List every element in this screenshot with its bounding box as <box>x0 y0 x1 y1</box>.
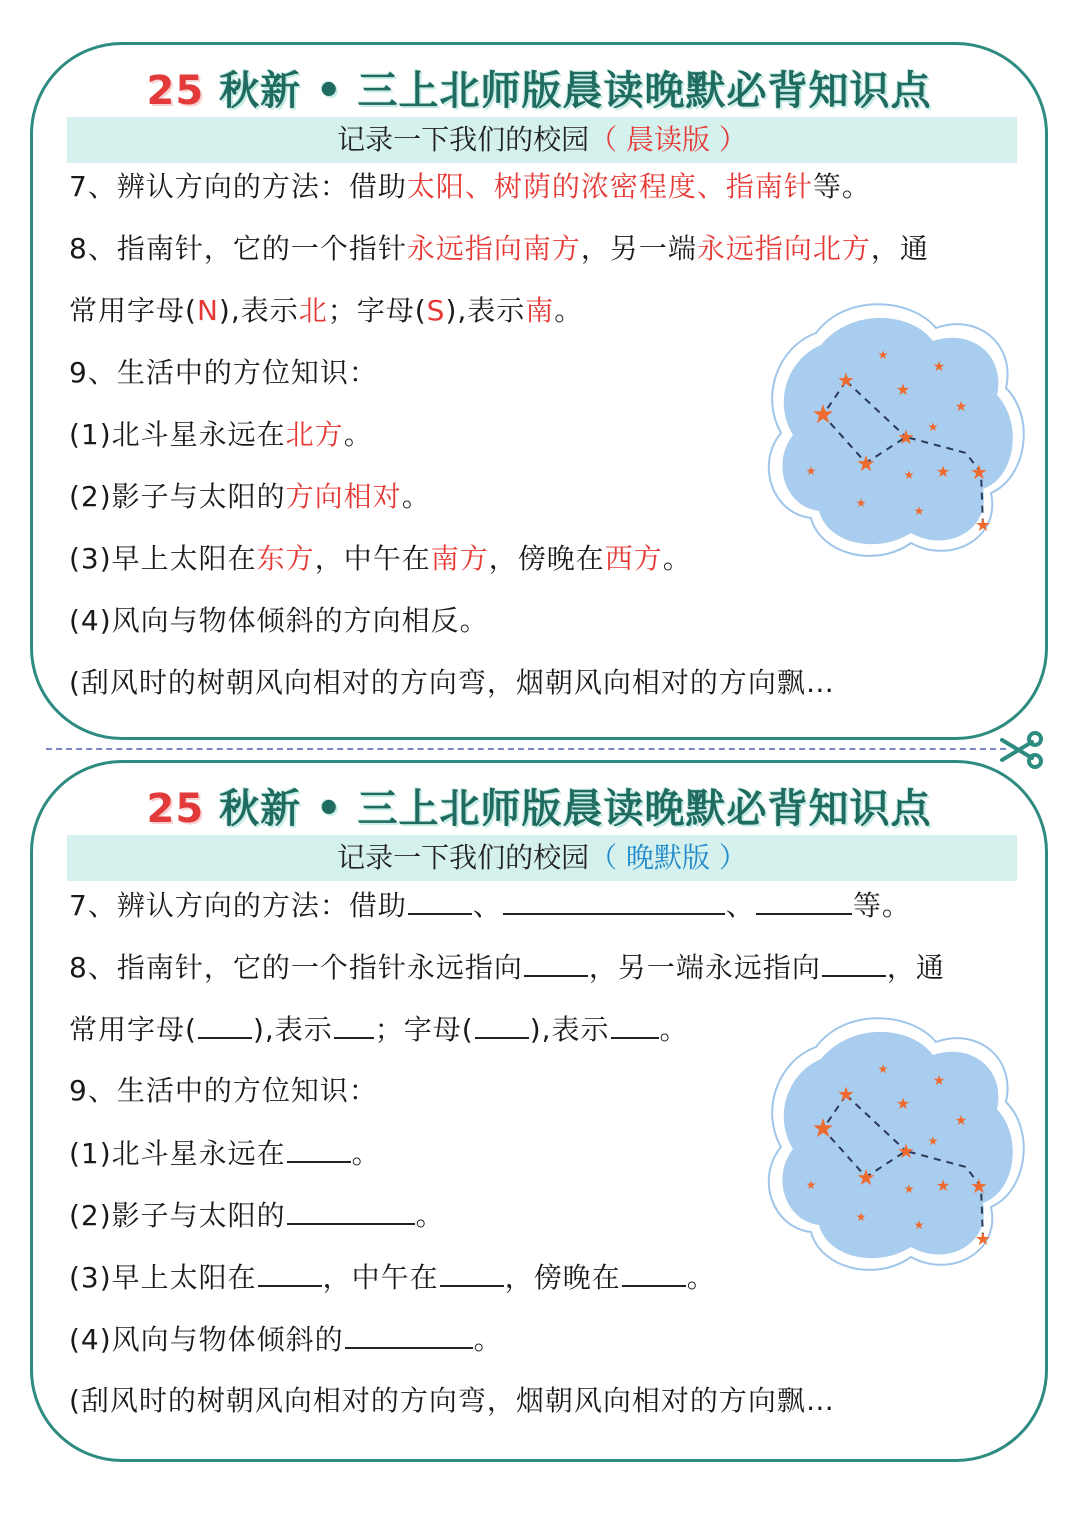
blank-field[interactable] <box>475 1009 529 1039</box>
svg-text:★: ★ <box>970 460 988 484</box>
point-7: 7、辨认方向的方法：借助太阳、树荫的浓密程度、指南针等。 <box>69 170 871 203</box>
sub-point-1: (1)北斗星永远在北方。 <box>69 418 373 451</box>
blank-field[interactable] <box>345 1319 473 1349</box>
note-evening: (刮风时的树朝风向相对的方向弯，烟朝风向相对的方向飘… <box>69 1384 835 1417</box>
cloud-constellation-icon <box>761 293 1031 565</box>
sub-point-3: (3)早上太阳在东方，中午在南方，傍晚在西方。 <box>69 542 692 575</box>
svg-text:★: ★ <box>895 380 911 399</box>
blank-field[interactable] <box>611 1009 659 1039</box>
page-title-evening: 25 秋新 • 三上北师版晨读晚默必背知识点 <box>146 786 932 832</box>
svg-text:★: ★ <box>895 1094 911 1113</box>
sub-point-2: (2)影子与太阳的方向相对。 <box>69 480 431 513</box>
svg-text:★: ★ <box>897 1139 915 1163</box>
svg-text:★: ★ <box>877 1062 889 1076</box>
blank-field[interactable] <box>408 885 472 915</box>
sub-point-4: (4)风向与物体倾斜的方向相反。 <box>69 604 489 637</box>
svg-text:★: ★ <box>811 1114 835 1144</box>
point-9: 9、生活中的方位知识： <box>69 356 378 389</box>
svg-text:★: ★ <box>855 496 867 510</box>
evening-card <box>30 760 1048 1462</box>
blank-field[interactable] <box>503 885 725 915</box>
svg-text:★: ★ <box>805 1178 817 1192</box>
blank-field[interactable] <box>334 1009 374 1039</box>
svg-text:★: ★ <box>811 400 835 430</box>
blank-field[interactable] <box>287 1133 351 1163</box>
blank-point-9: 9、生活中的方位知识： <box>69 1074 378 1107</box>
svg-text:★: ★ <box>856 452 876 477</box>
blank-point-8-cont: 常用字母( ),表示 ；字母( ),表示 。 <box>69 1009 689 1049</box>
svg-text:★: ★ <box>837 368 855 392</box>
point-8-cont: 常用字母(N),表示北；字母(S),表示南。 <box>69 294 584 327</box>
scissors-icon <box>998 730 1044 770</box>
blank-field[interactable] <box>822 947 886 977</box>
svg-text:★: ★ <box>903 468 915 482</box>
blank-field[interactable] <box>524 947 588 977</box>
cut-line <box>46 748 1006 750</box>
blank-sub-point-3: (3)早上太阳在 ，中午在 ，傍晚在 。 <box>69 1257 716 1297</box>
blank-point-8: 8、指南针，它的一个指针永远指向 ，另一端永远指向 ，通 <box>69 947 945 987</box>
svg-text:★: ★ <box>974 515 992 536</box>
svg-text:★: ★ <box>927 1134 939 1148</box>
blank-sub-point-1: (1)北斗星永远在 。 <box>69 1133 381 1173</box>
svg-text:★: ★ <box>970 1174 988 1198</box>
cloud-constellation-icon <box>761 1007 1031 1279</box>
svg-text:★: ★ <box>805 464 817 478</box>
page-title: 25 秋新 • 三上北师版晨读晚默必背知识点 <box>146 68 932 114</box>
blank-field[interactable] <box>440 1257 504 1287</box>
svg-text:★: ★ <box>856 1166 876 1191</box>
blank-point-7: 7、辨认方向的方法：借助 、 、 等。 <box>69 885 911 925</box>
svg-text:★: ★ <box>932 1073 946 1089</box>
point-8: 8、指南针，它的一个指针永远指向南方，另一端永远指向北方，通 <box>69 232 929 265</box>
blank-field[interactable] <box>198 1009 252 1039</box>
blank-field[interactable] <box>622 1257 686 1287</box>
svg-text:★: ★ <box>932 359 946 375</box>
morning-card <box>30 42 1048 740</box>
blank-sub-point-2: (2)影子与太阳的 。 <box>69 1195 445 1235</box>
svg-text:★: ★ <box>837 1082 855 1106</box>
svg-text:★: ★ <box>927 420 939 434</box>
svg-text:★: ★ <box>954 1113 968 1129</box>
evening-banner: 记录一下我们的校园（ 晚默版 ） <box>67 835 1017 881</box>
svg-text:★: ★ <box>897 425 915 449</box>
svg-text:★: ★ <box>903 1182 915 1196</box>
svg-text:★: ★ <box>935 462 951 481</box>
morning-banner: 记录一下我们的校园（ 晨读版 ） <box>67 117 1017 163</box>
note: (刮风时的树朝风向相对的方向弯，烟朝风向相对的方向飘… <box>69 666 835 699</box>
blank-field[interactable] <box>258 1257 322 1287</box>
blank-field[interactable] <box>287 1195 415 1225</box>
svg-text:★: ★ <box>954 399 968 415</box>
svg-text:★: ★ <box>935 1176 951 1195</box>
blank-field[interactable] <box>756 885 852 915</box>
svg-text:★: ★ <box>913 504 925 518</box>
blank-sub-point-4: (4)风向与物体倾斜的 。 <box>69 1319 503 1359</box>
svg-text:★: ★ <box>913 1218 925 1232</box>
svg-text:★: ★ <box>855 1210 867 1224</box>
svg-text:★: ★ <box>974 1229 992 1250</box>
svg-text:★: ★ <box>877 348 889 362</box>
